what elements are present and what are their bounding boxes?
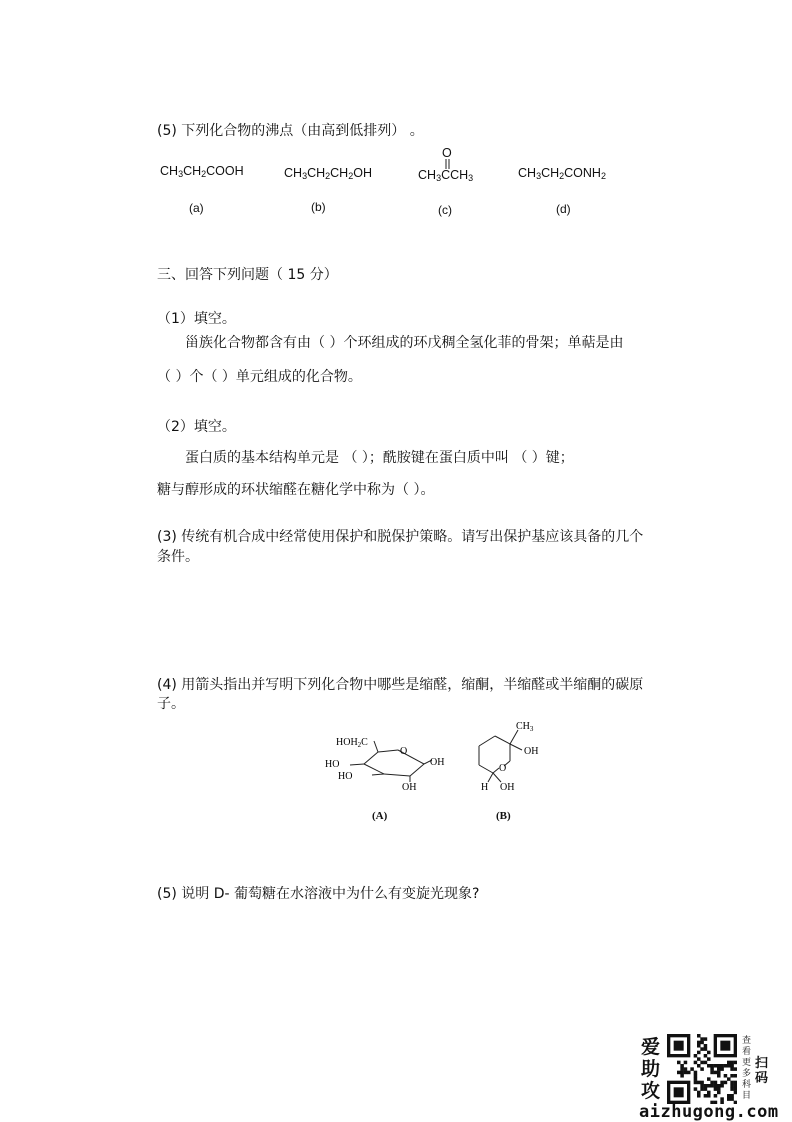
- compound-c-label: (c): [438, 203, 452, 217]
- watermark-url: aizhugong.com: [639, 1102, 779, 1122]
- watermark-char-3: 攻: [641, 1080, 661, 1102]
- q2-title: （2）填空。: [157, 419, 236, 435]
- compound-d-formula: $CH_3CH_2CONH_2$: [518, 166, 606, 181]
- compound-b-formula: $CH_3CH_2CH_2OH$: [284, 166, 372, 181]
- watermark-scan-text: 扫码: [755, 1056, 769, 1086]
- structure-b-h: H: [481, 782, 489, 793]
- compound-b-label: (b): [311, 200, 326, 214]
- q4-line-1: (4) 用箭头指出并写明下列化合物中哪些是缩醛，缩酮，半缩醛或半缩酮的碳原: [157, 677, 644, 693]
- structure-a-hoh2c: $HOH_2C$: [336, 737, 368, 749]
- structure-a-pyranose: [322, 728, 452, 798]
- compound-a-formula: $CH_3CH_2COOH$: [160, 164, 244, 179]
- structure-b-ring-o: O: [499, 763, 507, 774]
- structure-a-ring-o: O: [400, 746, 408, 757]
- watermark-side-text: 查看更多科目: [742, 1036, 752, 1101]
- structure-b-oh-right: OH: [524, 746, 539, 757]
- q1-title: （1）填空。: [157, 311, 236, 327]
- q2-line-1: 蛋白质的基本结构单元是 （ ）；酰胺键在蛋白质中叫 （ ）键；: [185, 450, 574, 466]
- compound-c-formula: $CH_3CCH_3$: [418, 168, 474, 183]
- structure-a-label: (A): [372, 810, 388, 822]
- structure-a-oh-bottom: OH: [402, 782, 417, 793]
- compound-a-label: (a): [189, 201, 204, 215]
- structure-a-ho-upper: HO: [325, 759, 340, 770]
- q5-boiling-point-question: (5) 下列化合物的沸点（由高到低排列） 。: [157, 123, 424, 139]
- q4-line-2: 子。: [157, 696, 185, 712]
- structure-a-ho-lower: HO: [338, 771, 353, 782]
- structure-b-ch3: $CH_3$: [516, 721, 534, 733]
- watermark-char-2: 助: [641, 1058, 661, 1080]
- q1-line-2: （ ）个（ ）单元组成的化合物。: [157, 369, 362, 385]
- section-3-heading: 三、回答下列问题（ 15 分）: [157, 267, 338, 283]
- structure-b-label: (B): [496, 810, 511, 822]
- q1-line-1: 甾族化合物都含有由（ ）个环组成的环戊稠全氢化菲的骨架；单萜是由: [185, 335, 624, 351]
- compound-d-label: (d): [556, 202, 571, 216]
- structure-a-oh-right: OH: [430, 757, 445, 768]
- compound-c-oxygen: O: [442, 146, 452, 160]
- q3-line-2: 条件。: [157, 549, 199, 565]
- q2-line-2: 糖与醇形成的环状缩醛在糖化学中称为（ ）。: [157, 482, 435, 498]
- qr-code-icon: [667, 1034, 737, 1104]
- structure-b-oh-bottom: OH: [500, 782, 515, 793]
- structure-b-ring: [470, 716, 550, 796]
- q3-line-1: (3) 传统有机合成中经常使用保护和脱保护策略。请写出保护基应该具备的几个: [157, 529, 644, 545]
- watermark-char-1: 爱: [641, 1036, 661, 1058]
- q5-mutarotation-question: (5) 说明 D- 葡萄糖在水溶液中为什么有变旋光现象?: [157, 886, 480, 902]
